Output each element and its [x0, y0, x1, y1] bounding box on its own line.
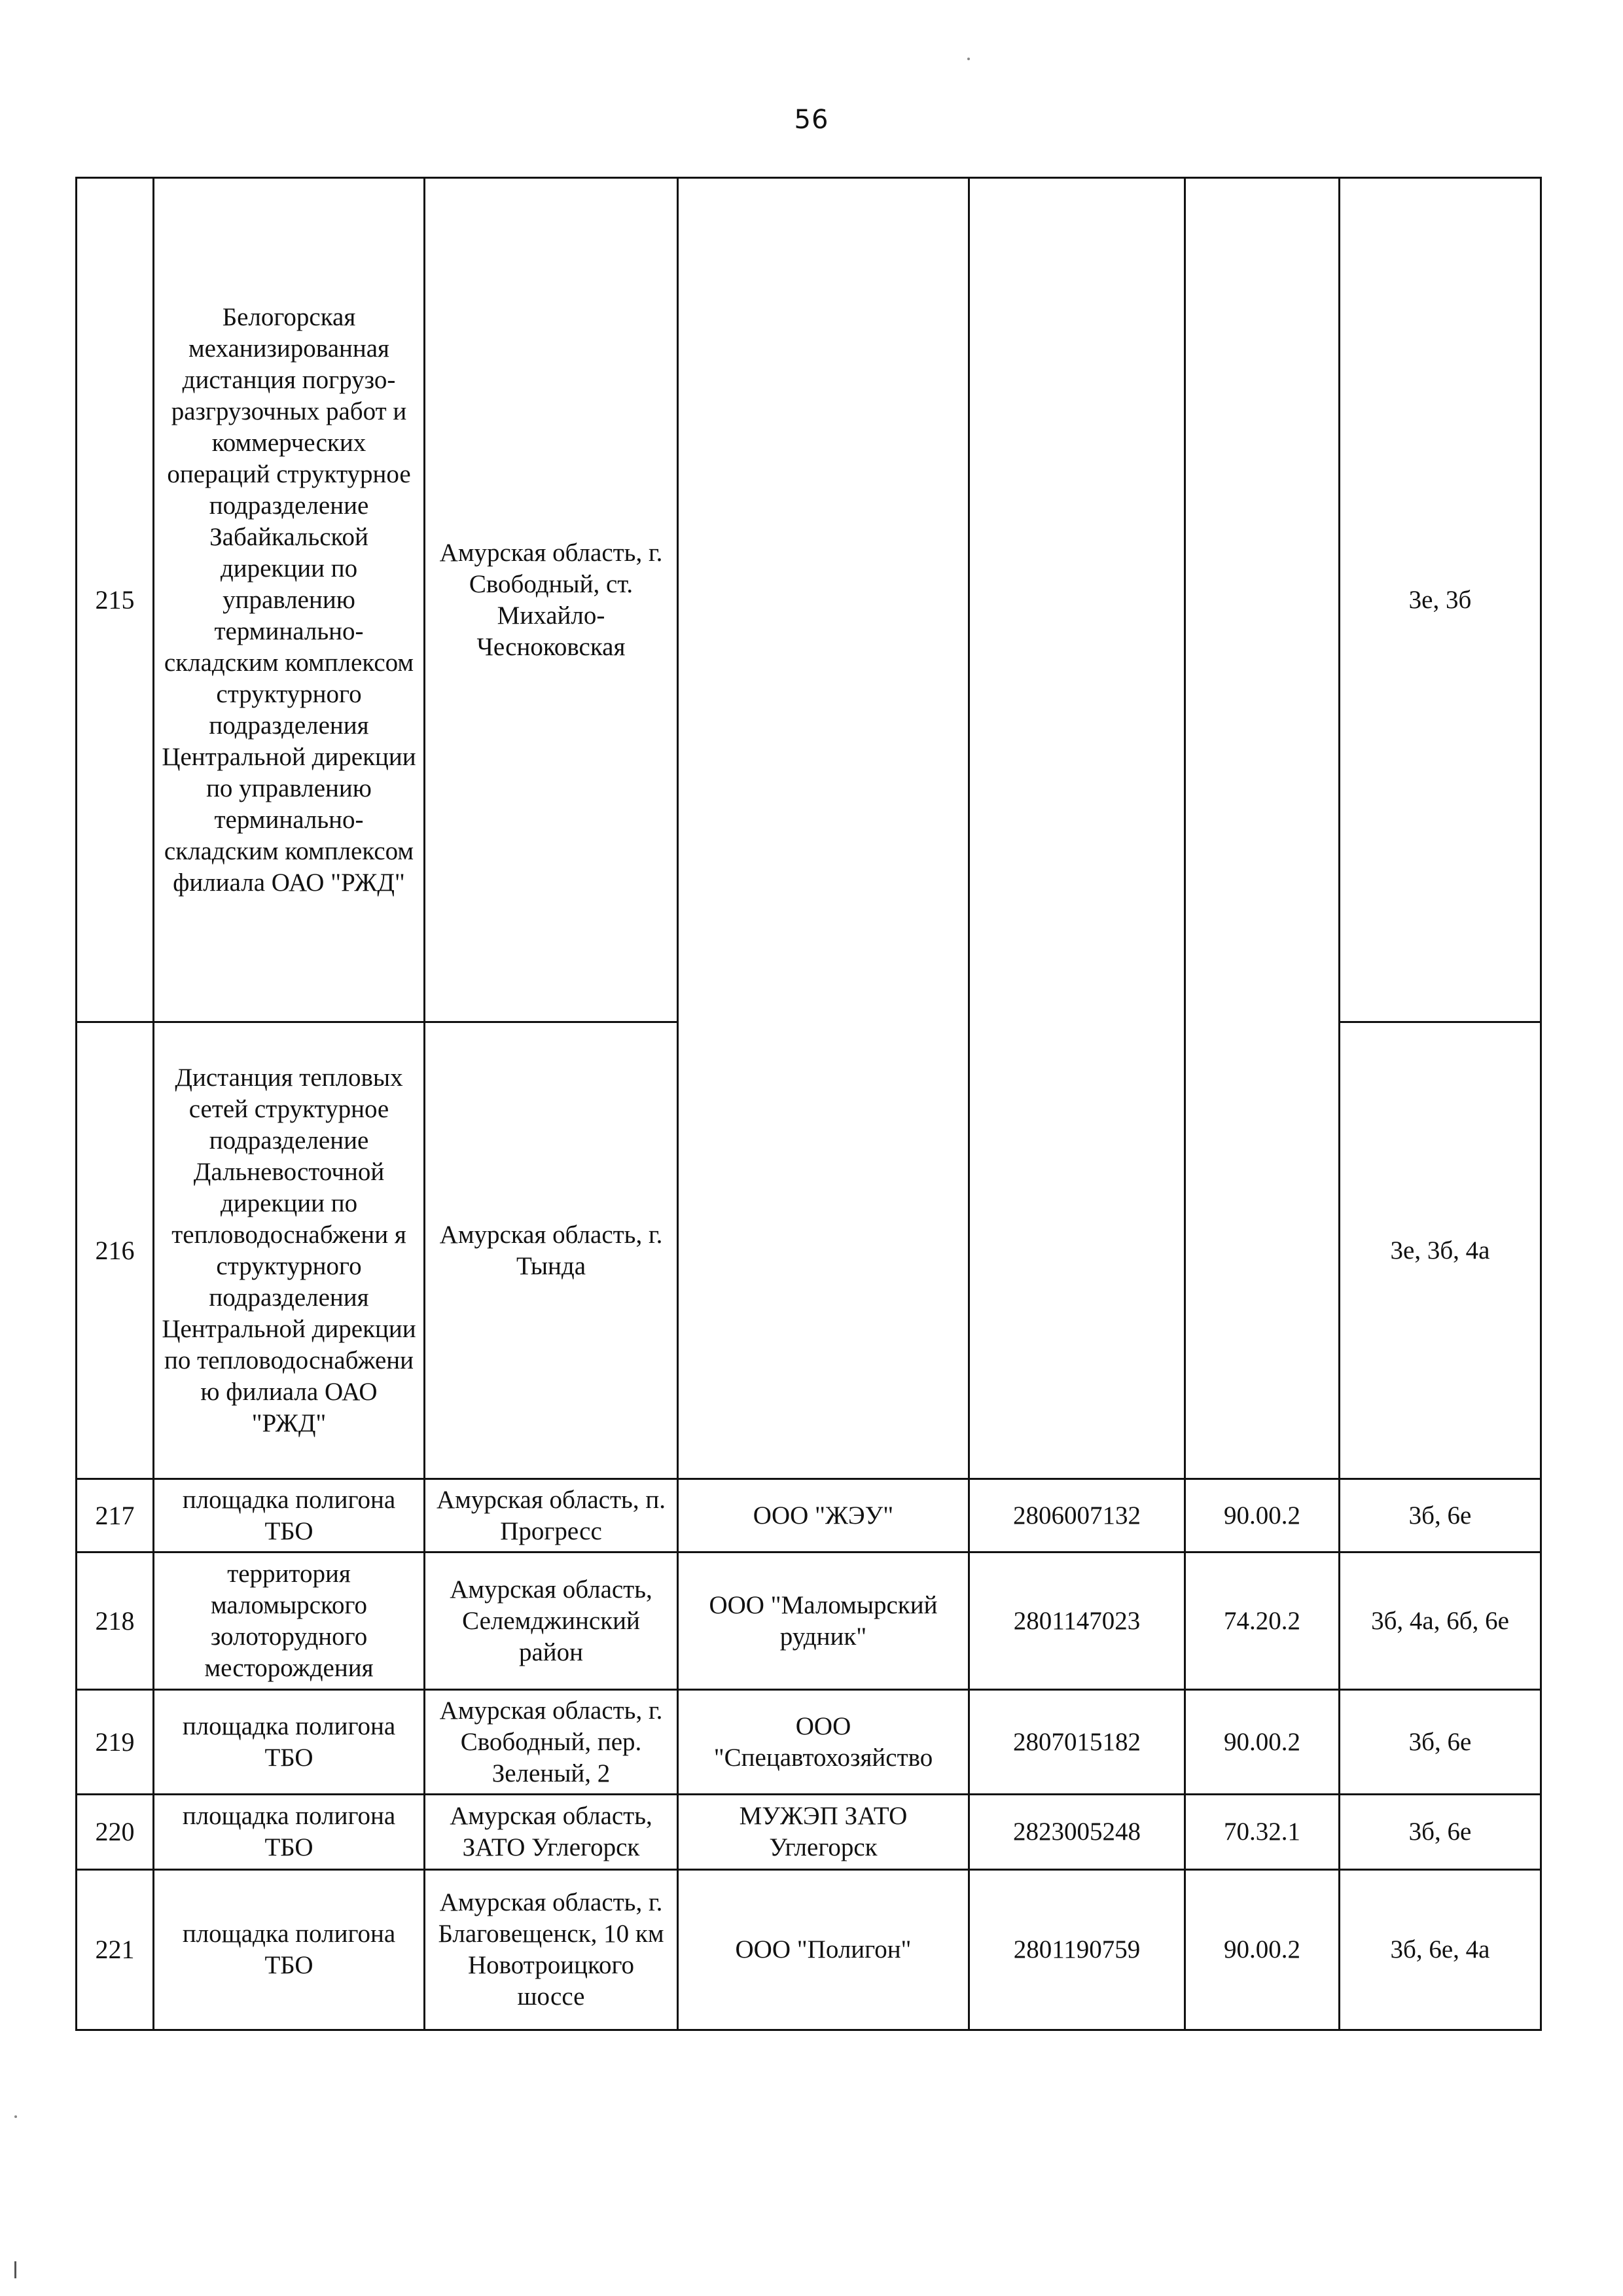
inn: 2806007132 [969, 1479, 1185, 1552]
okved: 90.00.2 [1185, 1870, 1340, 2030]
table-row [77, 1690, 1541, 1795]
waste-codes: 3б, 6е, 4а [1340, 1870, 1541, 2030]
waste-codes: 3б, 6е [1340, 1690, 1541, 1795]
organization: ООО "ЖЭУ" [678, 1479, 969, 1552]
organization-cell [678, 178, 969, 1479]
okved: 74.20.2 [1185, 1552, 1340, 1690]
row-number: 218 [77, 1552, 154, 1690]
inn: 2801147023 [969, 1552, 1185, 1690]
object-location: Амурская область, г. Благовещенск, 10 км Новотроицкого шоссе [425, 1870, 678, 2030]
scan-dust-speck [967, 58, 970, 60]
organization: МУЖЭП ЗАТО Углегорск [678, 1795, 969, 1870]
waste-codes: 3б, 6е [1340, 1479, 1541, 1552]
inn-cell [969, 178, 1185, 1479]
object-name: площадка полигона ТБО [154, 1479, 425, 1552]
object-location: Амурская область, г. Свободный, пер. Зеленый, 2 [425, 1690, 678, 1795]
waste-codes: 3б, 6е [1340, 1795, 1541, 1870]
waste-codes: 3б, 4а, 6б, 6е [1340, 1552, 1541, 1690]
object-name: Белогорская механизированная дистанция погрузо-разгрузочных работ и коммерческих операций структурное подразделение Забайкальской дирекции по управлению терминально-складским комплексом структурного подразделения Центральной дирекции по управлению терминально-складским комплексом филиала ОАО "РЖД" [154, 178, 425, 1022]
inn: 2823005248 [969, 1795, 1185, 1870]
row-number: 216 [77, 1022, 154, 1479]
table-row [77, 178, 1541, 1022]
row-number: 215 [77, 178, 154, 1022]
okved: 90.00.2 [1185, 1690, 1340, 1795]
registry-table [75, 177, 1542, 2031]
table-row [77, 1870, 1541, 2030]
okved: 90.00.2 [1185, 1479, 1340, 1552]
okved-cell [1185, 178, 1340, 1479]
table-row [77, 1552, 1541, 1690]
row-number: 217 [77, 1479, 154, 1552]
object-name: площадка полигона ТБО [154, 1870, 425, 2030]
object-name: Дистанция тепловых сетей структурное подразделение Дальневосточной дирекции по тепловодоснабжени я структурного подразделения Центральной дирекции по тепловодоснабжени ю филиала ОАО "РЖД" [154, 1022, 425, 1479]
object-name: территория маломырского золоторудного месторождения [154, 1552, 425, 1690]
scan-margin-mark [14, 2261, 16, 2278]
object-location: Амурская область, г. Свободный, ст. Михайло-Чесноковская [425, 178, 678, 1022]
object-name: площадка полигона ТБО [154, 1795, 425, 1870]
inn: 2807015182 [969, 1690, 1185, 1795]
object-location: Амурская область, п. Прогресс [425, 1479, 678, 1552]
scan-dust-speck [14, 2115, 17, 2118]
table-row [77, 1795, 1541, 1870]
row-number: 220 [77, 1795, 154, 1870]
row-number: 221 [77, 1870, 154, 2030]
page-number: 56 [794, 105, 829, 135]
waste-codes: 3е, 3б [1340, 178, 1541, 1022]
object-location: Амурская область, Селемджинский район [425, 1552, 678, 1690]
organization: ООО "Полигон" [678, 1870, 969, 2030]
table-row [77, 1479, 1541, 1552]
organization: ООО "Маломырский рудник" [678, 1552, 969, 1690]
okved: 70.32.1 [1185, 1795, 1340, 1870]
inn: 2801190759 [969, 1870, 1185, 2030]
organization: ООО "Спецавтохозяйство [678, 1690, 969, 1795]
object-location: Амурская область, г. Тында [425, 1022, 678, 1479]
object-name: площадка полигона ТБО [154, 1690, 425, 1795]
waste-codes: 3е, 3б, 4а [1340, 1022, 1541, 1479]
object-location: Амурская область, ЗАТО Углегорск [425, 1795, 678, 1870]
row-number: 219 [77, 1690, 154, 1795]
